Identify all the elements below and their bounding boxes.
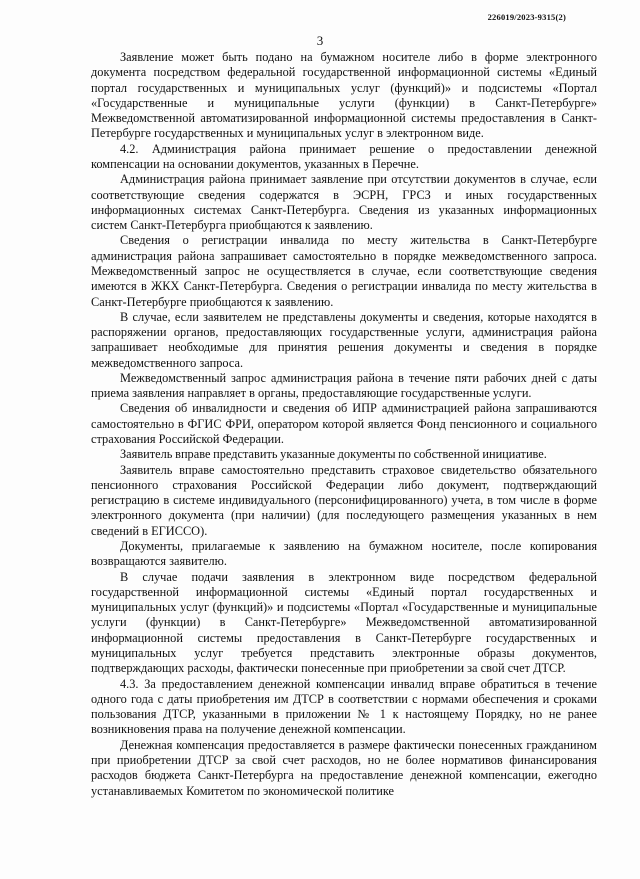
paragraph: 4.3. За предоставлением денежной компенсации инвалид вправе обратиться в течение одного года с даты приобретения им ДТСР в соответствии с нормами обеспечения и сроками пользования ДТСР, указанными в приложении № 1 к настоящему Порядку, но не ранее возникновения права на получение денежной компенсации. [91, 676, 597, 737]
paragraph: Документы, прилагаемые к заявлению на бумажном носителе, после копирования возвращаются заявителю. [91, 539, 597, 569]
page-number: 3 [316, 33, 324, 48]
paragraph: Администрация района принимает заявление при отсутствии документов в случае, если соответствующие сведения содержатся в ЭСРН, ГРСЗ и иных государственных информационных системах Санкт-Петербурга. Сведения из указанных информационных систем Санкт-Петербурга приобщаются к заявлению. [91, 172, 597, 233]
paragraph: Заявитель вправе представить указанные документы по собственной инициативе. [120, 447, 547, 462]
paragraph: В случае, если заявителем не представлены документы и сведения, которые находятся в распоряжении органов, предоставляющих государственные услуги, администрация района запрашивает необходимые для принятия решения документы и сведения в порядке межведомственного запроса. [91, 309, 597, 370]
paragraph: Заявитель вправе самостоятельно представить страховое свидетельство обязательного пенсионного страхования Российской Федерации либо документ, подтверждающий регистрацию в системе индивидуального (персонифицированного) учета, в том числе в форме электронного документа (при наличии) (для последующего размещения указанных в нем сведений в ЕГИССО). [91, 462, 597, 538]
paragraph: Денежная компенсация предоставляется в размере фактически понесенных гражданином при приобретении ДТСР за свой счет расходов, но не более нормативов финансирования расходов бюджета Санкт-Петербурга на предоставление денежной компенсации, ежегодно устанавливаемых Комитетом по экономической политике [91, 737, 597, 798]
paragraph: Межведомственный запрос администрация района в течение пяти рабочих дней с даты приема заявления направляет в органы, предоставляющие государственные услуги. [91, 370, 597, 401]
paragraph: Сведения о регистрации инвалида по месту жительства в Санкт-Петербурге администрация района запрашивает самостоятельно в порядке межведомственного запроса. Межведомственный запрос не осуществляется в случае, если соответствующие сведения имеются в ЖКХ Санкт-Петербурга. Сведения о регистрации инвалида по месту жительства в Санкт-Петербурге приобщаются к заявлению. [91, 233, 597, 309]
document-body [91, 50, 597, 799]
paragraph: Сведения об инвалидности и сведения об ИПР администрацией района запрашиваются самостоятельно в ФГИС ФРИ, оператором которой является Фонд пенсионного и социального страхования Российской Федерации. [91, 401, 597, 447]
paragraph: Заявление может быть подано на бумажном носителе либо в форме электронного документа посредством федеральной государственной информационной системы «Единый портал государственных и муниципальных услуг (функций)» и подсистемы «Портал «Государственные и муниципальные услуги (функции) в Санкт-Петербурге» Межведомственной автоматизированной информационной системы предоставления в Санкт-Петербурге государственных и муниципальных услуг в электронном виде. [91, 50, 597, 141]
document-registration-number: 226019/2023-9315(2) [487, 12, 566, 22]
paragraph: В случае подачи заявления в электронном виде посредством федеральной государственной информационной системы «Единый портал государственных и муниципальных услуг (функций)» и подсистемы «Портал «Государственные и муниципальные услуги (функции) в Санкт-Петербурге» Межведомственной автоматизированной информационной системы предоставления в Санкт-Петербурге государственных и муниципальных услуг требуется представить электронные образы документов, подтверждающих расходы, фактически понесенные при приобретении за свой счет ДТСР. [91, 569, 597, 676]
paragraph: 4.2. Администрация района принимает решение о предоставлении денежной компенсации на основании документов, указанных в Перечне. [91, 141, 597, 171]
